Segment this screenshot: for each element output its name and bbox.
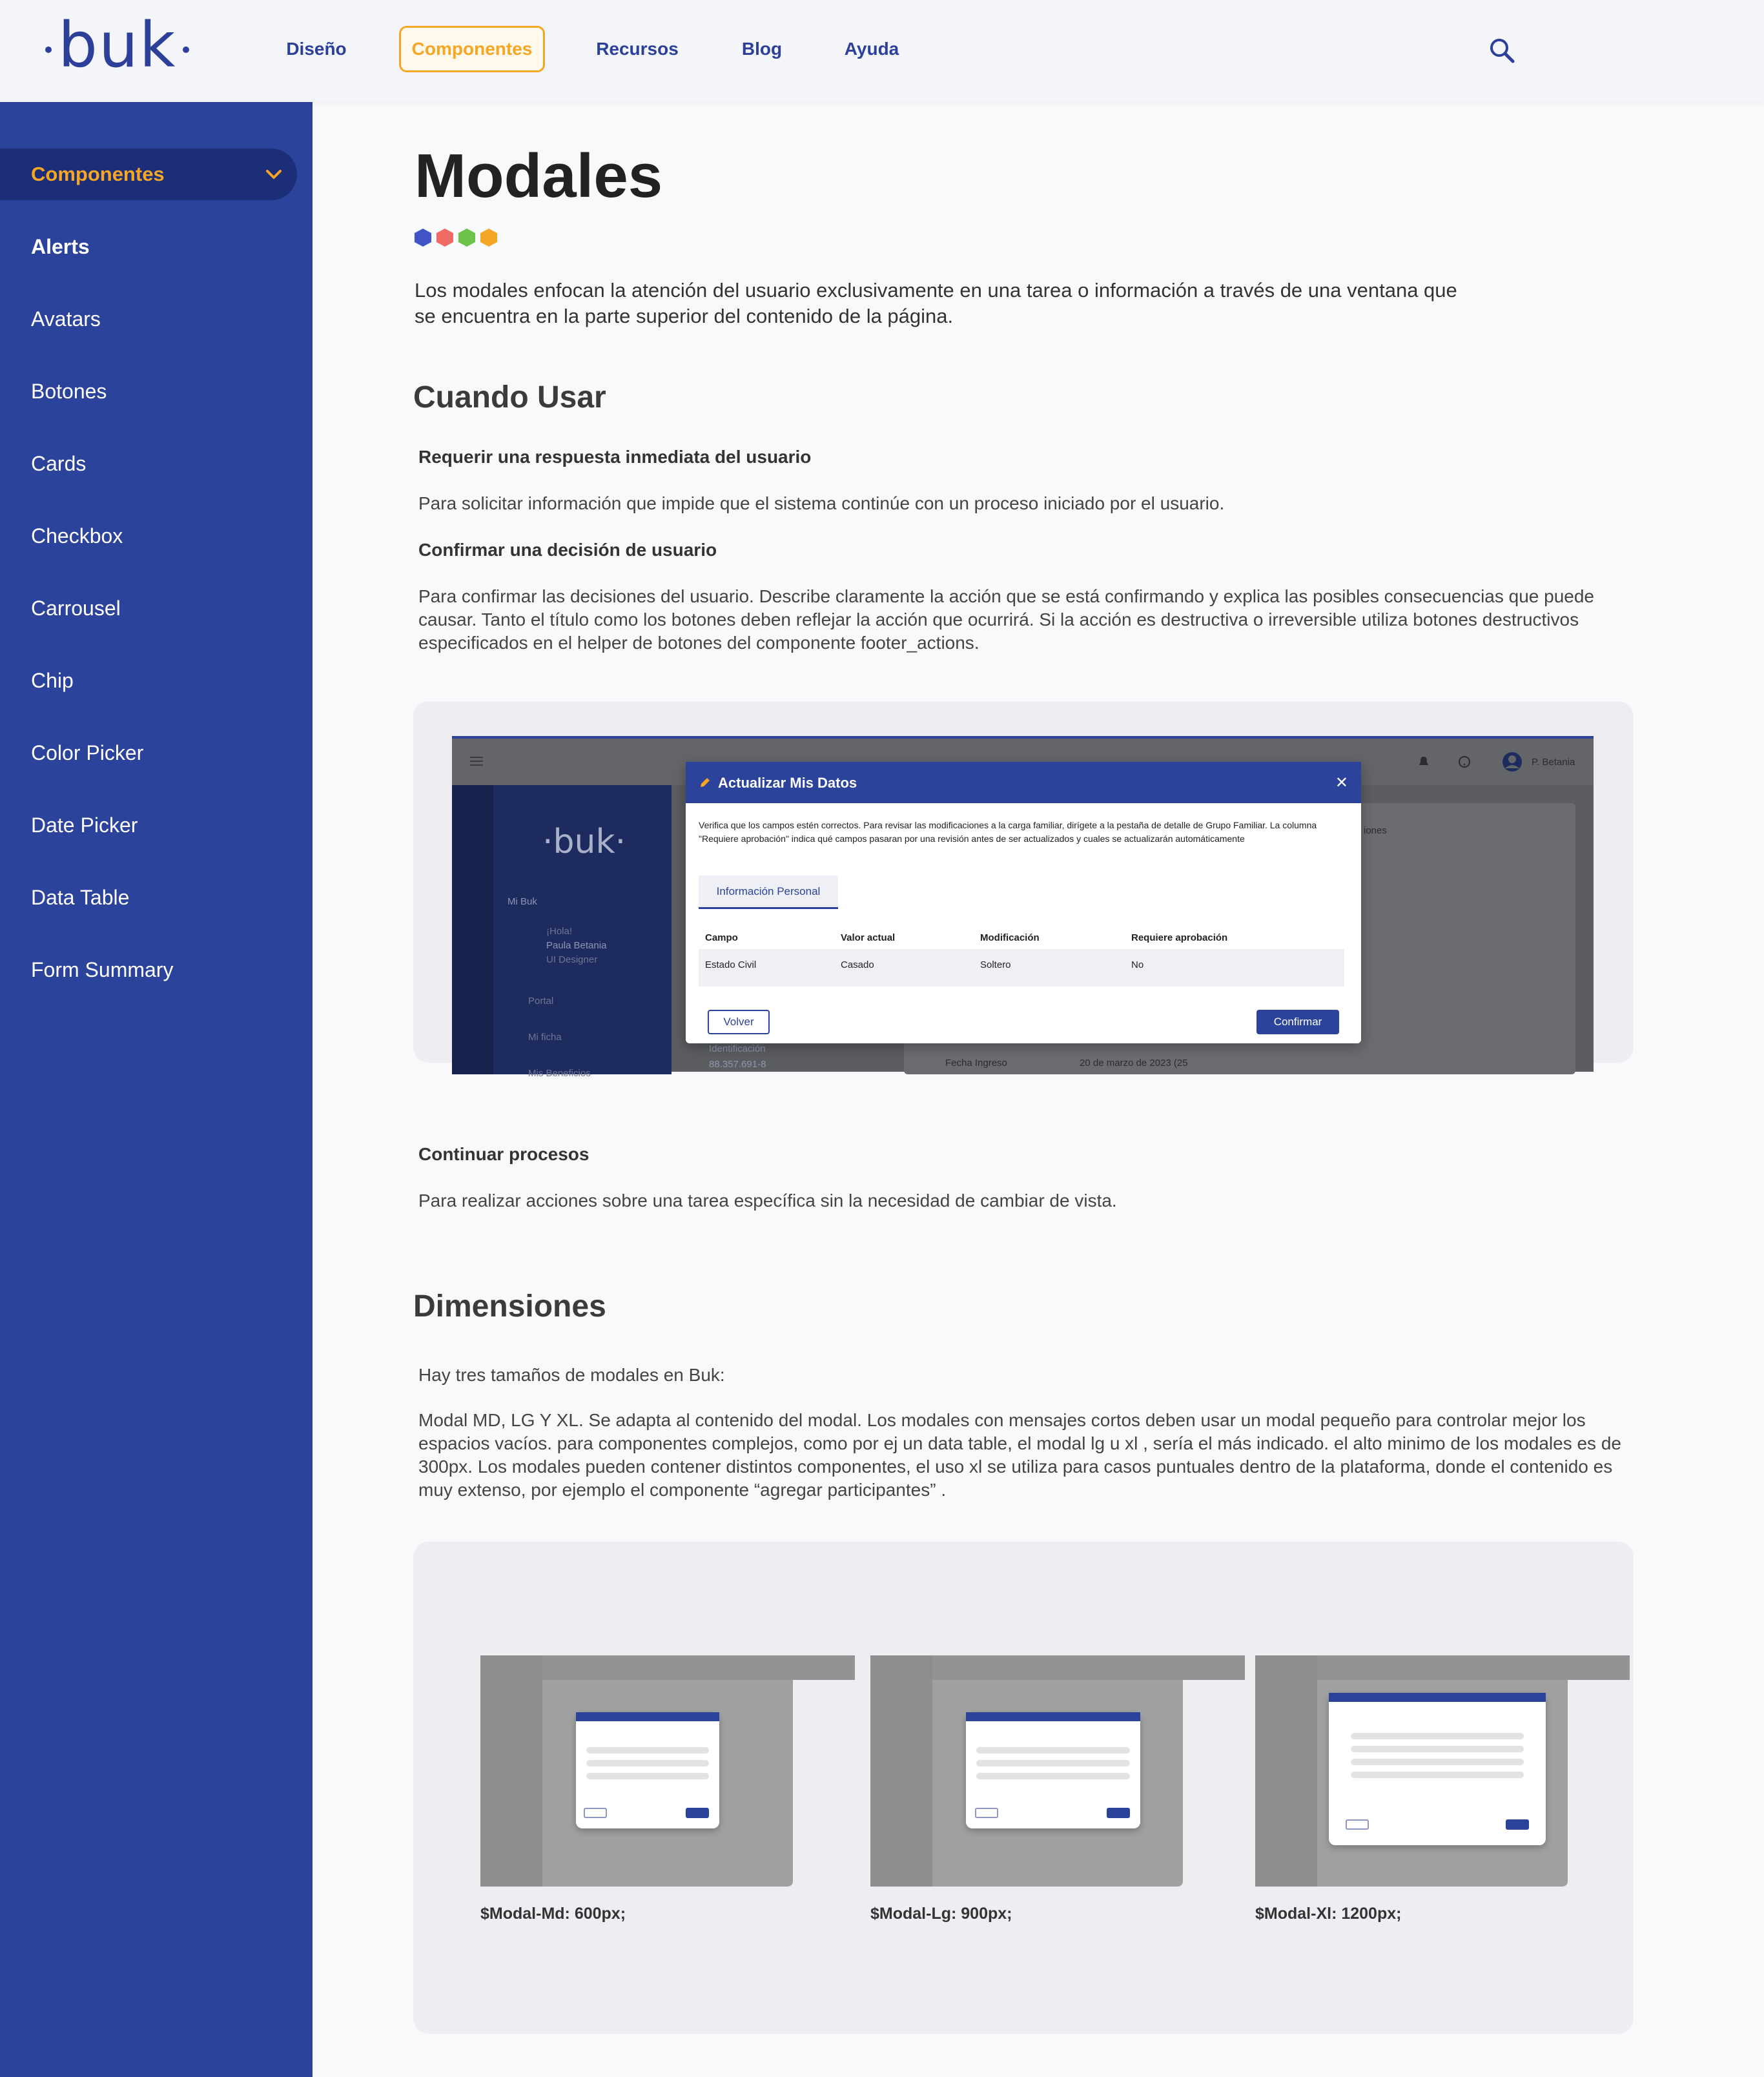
modal-cell-valor: Casado: [841, 959, 874, 970]
sidebar-item-alerts[interactable]: Alerts: [31, 235, 90, 258]
modal-col-modificacion: Modificación: [980, 932, 1040, 943]
sidebar-item-form-summary[interactable]: Form Summary: [31, 958, 174, 981]
logo-text: buk: [58, 9, 177, 81]
bell-icon: [1418, 755, 1430, 768]
example-image-box: [413, 701, 1634, 1079]
sidebar: [0, 102, 313, 2077]
example-person-name: Paula Betania: [546, 940, 607, 951]
main-content: [313, 102, 1764, 2077]
subheading-confirmar-decision: Confirmar una decisión de usuario: [418, 540, 717, 560]
top-header: [0, 0, 1764, 102]
buk-logo[interactable]: [39, 9, 196, 81]
user-avatar-icon: [1502, 752, 1523, 772]
dimensiones-text: Modal MD, LG Y XL. Se adapta al contenido del modal. Los modales con mensajes cortos deben usar un modal pequeño para controlar mejor los espacios vacíos. para componentes complejos, como por ej un data table, el modal lg u xl , sería el más indicado. el alto minimo de los modales es de 300px. Los modales pueden contener distintos componentes, el uso xl se utiliza para casos puntuales dentro de la plataforma, donde el contenido es muy extenso, por ejemplo el componente “agregar participantes” .: [418, 1410, 1621, 1500]
sidebar-section-label: Componentes: [31, 163, 165, 185]
section-heading-dimensiones: Dimensiones: [413, 1289, 606, 1324]
hex-blue-icon: [415, 229, 431, 247]
example-menu-ficha: Mi ficha: [528, 1032, 562, 1043]
sidebar-item-botones[interactable]: Botones: [31, 380, 107, 403]
sidebar-item-color-picker[interactable]: Color Picker: [31, 741, 144, 764]
nav-blog[interactable]: Blog: [741, 39, 783, 59]
example-ingreso-value: 20 de marzo de 2023 (25: [1080, 1058, 1188, 1069]
modal-xl-label: $Modal-Xl: 1200px;: [1255, 1905, 1402, 1923]
page-intro: Los modales enfocan la atención del usuario exclusivamente en una tarea o información a través de una ventana que se encuentra en la parte superior del contenido de la página.: [415, 279, 1457, 327]
modal-lg-preview: [870, 1655, 1183, 1887]
modal-cell-modificacion: Soltero: [980, 959, 1011, 970]
menu-icon: [470, 757, 483, 767]
modal-md-illustration: [576, 1712, 719, 1828]
page-title: Modales: [415, 141, 663, 210]
subheading-respuesta-inmediata: Requerir una respuesta inmediata del usuario: [418, 447, 812, 467]
sidebar-item-date-picker[interactable]: Date Picker: [31, 813, 138, 837]
modal-xl-preview: [1255, 1655, 1568, 1887]
confirmar-button[interactable]: Confirmar: [1256, 1010, 1339, 1034]
nav-componentes[interactable]: Componentes: [399, 26, 545, 72]
table-row: [699, 949, 1344, 987]
hex-orange-icon: [480, 229, 497, 247]
volver-button[interactable]: Volver: [708, 1010, 770, 1034]
sidebar-item-carrousel[interactable]: Carrousel: [31, 597, 121, 620]
sidebar-item-checkbox[interactable]: Checkbox: [31, 524, 123, 547]
modal-md-preview: [480, 1655, 793, 1887]
modal-title: Actualizar Mis Datos: [718, 775, 857, 791]
hex-red-icon: [436, 229, 453, 247]
example-modal: [686, 762, 1361, 1043]
example-menu-cut: Mis Beneficios: [528, 1068, 591, 1079]
modal-col-valor-actual: Valor actual: [841, 932, 896, 943]
dimensiones-intro: Hay tres tamaños de modales en Buk:: [418, 1365, 725, 1385]
section-heading-cuando-usar: Cuando Usar: [413, 380, 606, 414]
example-menu-portal: Portal: [528, 996, 554, 1007]
modal-lg-illustration: [966, 1712, 1140, 1828]
search-icon[interactable]: [1488, 36, 1516, 65]
nav-recursos[interactable]: Recursos: [596, 39, 679, 59]
sidebar-item-chip[interactable]: Chip: [31, 669, 74, 692]
nav-ayuda[interactable]: Ayuda: [844, 39, 899, 59]
example-screenshot: [452, 736, 1594, 1079]
modal-cell-campo: Estado Civil: [705, 959, 757, 970]
color-hex-badges: [415, 229, 497, 247]
example-logo: ·buk·: [542, 823, 626, 861]
example-siderail: [452, 785, 493, 1074]
close-icon[interactable]: ✕: [1335, 774, 1348, 792]
paragraph-respuesta-inmediata: Para solicitar información que impide que el sistema continúe con un proceso iniciado por el usuario.: [418, 493, 1225, 513]
example-ingreso-label: Fecha Ingreso: [945, 1058, 1007, 1069]
modal-col-requiere-aprobacion: Requiere aprobación: [1131, 932, 1228, 943]
help-icon: [1458, 755, 1471, 768]
subheading-continuar-procesos: Continuar procesos: [418, 1144, 590, 1164]
example-id-label: Identificación: [709, 1043, 766, 1054]
sidebar-item-data-table[interactable]: Data Table: [31, 886, 130, 909]
modal-col-campo: Campo: [705, 932, 738, 943]
example-username: P. Betania: [1532, 757, 1575, 768]
modal-md-label: $Modal-Md: 600px;: [480, 1905, 626, 1923]
tab-informacion-personal[interactable]: Información Personal: [699, 875, 838, 909]
example-id-value: 88.357.691-8: [709, 1059, 766, 1070]
sidebar-section-componentes[interactable]: [0, 148, 297, 200]
chevron-down-icon: [262, 163, 285, 186]
sidebar-item-cards[interactable]: Cards: [31, 452, 87, 475]
pencil-icon: [699, 776, 712, 789]
nav-diseno[interactable]: Diseño: [286, 39, 347, 59]
sidebar-item-avatars[interactable]: Avatars: [31, 307, 101, 331]
modal-cell-requiere: No: [1131, 959, 1144, 970]
modal-xl-illustration: [1329, 1693, 1546, 1845]
example-bg-text: iones: [1364, 825, 1387, 836]
modal-header: [686, 762, 1361, 803]
example-person-role: UI Designer: [546, 954, 598, 965]
modal-lg-label: $Modal-Lg: 900px;: [870, 1905, 1012, 1923]
hex-green-icon: [458, 229, 475, 247]
example-section-label: Mi Buk: [508, 896, 537, 907]
dimensions-box: [413, 1542, 1634, 2034]
paragraph-continuar-procesos: Para realizar acciones sobre una tarea específica sin la necesidad de cambiar de vista.: [418, 1191, 1117, 1211]
modal-description: Verifica que los campos estén correctos. Para revisar las modificaciones a la carga familiar, dirígete a la pestaña de detalle de Grupo Familiar. La columna "Requiere aprobación" indica qué campos pasaran por una revisión antes de ser actualizados y cuales se actualizarán automáticamente: [699, 820, 1317, 844]
paragraph-confirmar-decision: Para confirmar las decisiones del usuario. Describe claramente la acción que se está confirmando y explica las posibles consecuencias que puede causar. Tanto el título como los botones deben reflejar la acción que ocurrirá. Si la acción es destructiva o irreversible utiliza botones destructivos especificados en el helper de botones del componente footer_actions.: [418, 586, 1594, 653]
example-greeting: ¡Hola!: [546, 926, 573, 937]
